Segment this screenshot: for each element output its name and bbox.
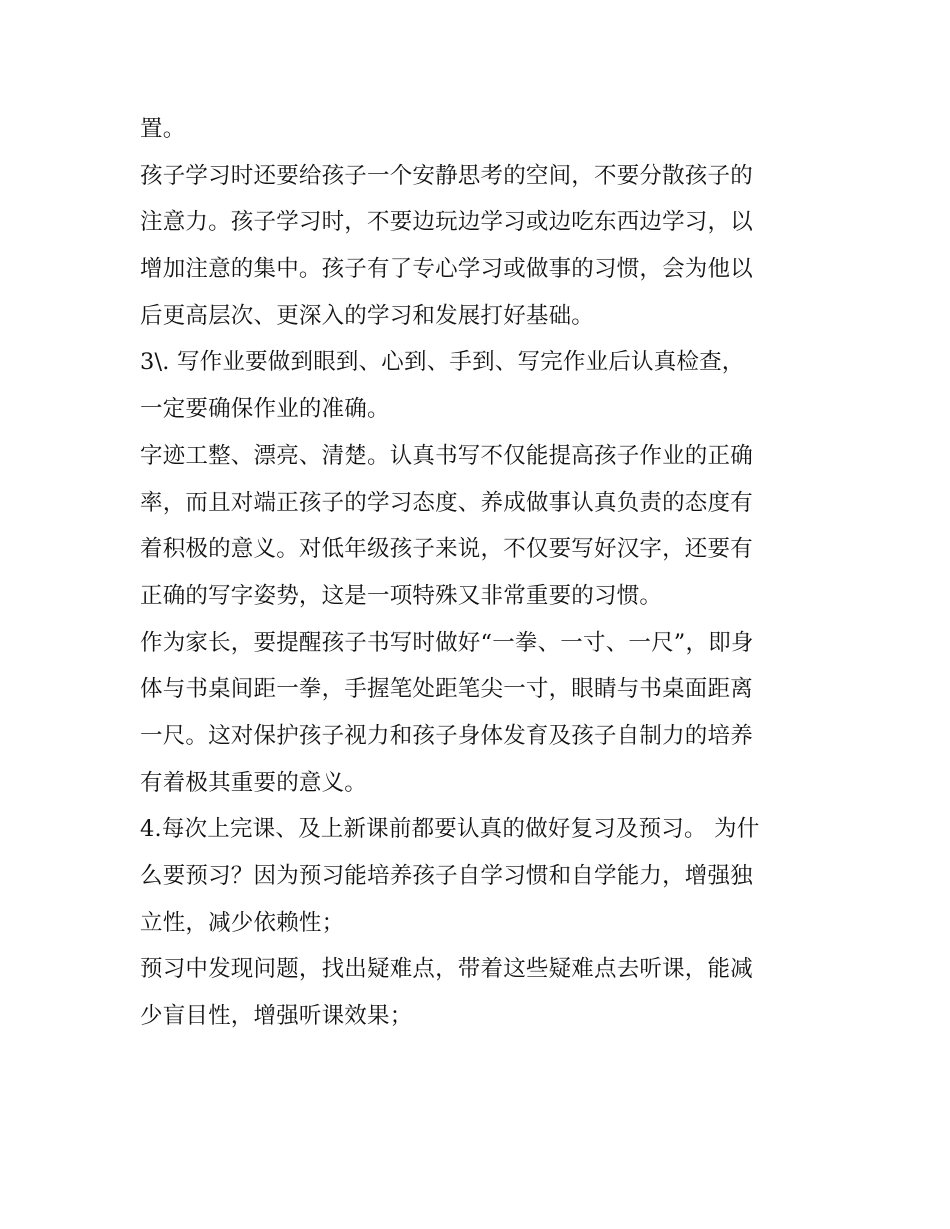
text-line: 后更高层次、更深入的学习和发展打好基础。 <box>140 302 595 329</box>
document-body <box>140 106 820 1040</box>
text-line: 增加注意的集中。孩子有了专心学习或做事的习惯，会为他以 <box>140 256 753 283</box>
text-line: 孩子学习时还要给孩子一个安静思考的空间，不要分散孩子的 <box>140 162 753 189</box>
text-line: 有着极其重要的意义。 <box>140 769 368 796</box>
text-line: 一定要确保作业的准确。 <box>140 396 390 423</box>
text-line: 正确的写字姿势，这是一项特殊又非常重要的习惯。 <box>140 582 663 609</box>
text-line: 么要预习？因为预习能培养孩子自学习惯和自学能力，增强独 <box>140 863 753 889</box>
section-heading-4: 4.每次上完课、及上新课前都要认真的做好复习及预习。 为什 <box>140 816 760 843</box>
text-line: 预习中发现问题，找出疑难点，带着这些疑难点去听课，能减 <box>140 956 753 983</box>
text-line: 字迹工整、漂亮、清楚。认真书写不仅能提高孩子作业的正确 <box>140 442 753 469</box>
text-line: 体与书桌间距一拳，手握笔处距笔尖一寸，眼睛与书桌面距离 <box>140 676 753 703</box>
text-line: 注意力。孩子学习时，不要边玩边学习或边吃东西边学习，以 <box>140 209 753 236</box>
text-line: 置。 <box>140 116 186 142</box>
text-line: 一尺。这对保护孩子视力和孩子身体发育及孩子自制力的培养 <box>140 722 753 749</box>
section-heading-3: 3\. 写作业要做到眼到、心到、手到、写完作业后认真检查， <box>140 349 745 376</box>
text-line: 着积极的意义。对低年级孩子来说，不仅要写好汉字，还要有 <box>140 536 753 563</box>
text-line: 率，而且对端正孩子的学习态度、养成做事认真负责的态度有 <box>140 489 753 516</box>
text-line: 立性，减少依赖性； <box>140 909 345 936</box>
text-line: 少盲目性，增强听课效果； <box>140 1003 413 1030</box>
text-line: 作为家长，要提醒孩子书写时做好“一拳、一寸、一尺”，即身 <box>140 629 754 656</box>
